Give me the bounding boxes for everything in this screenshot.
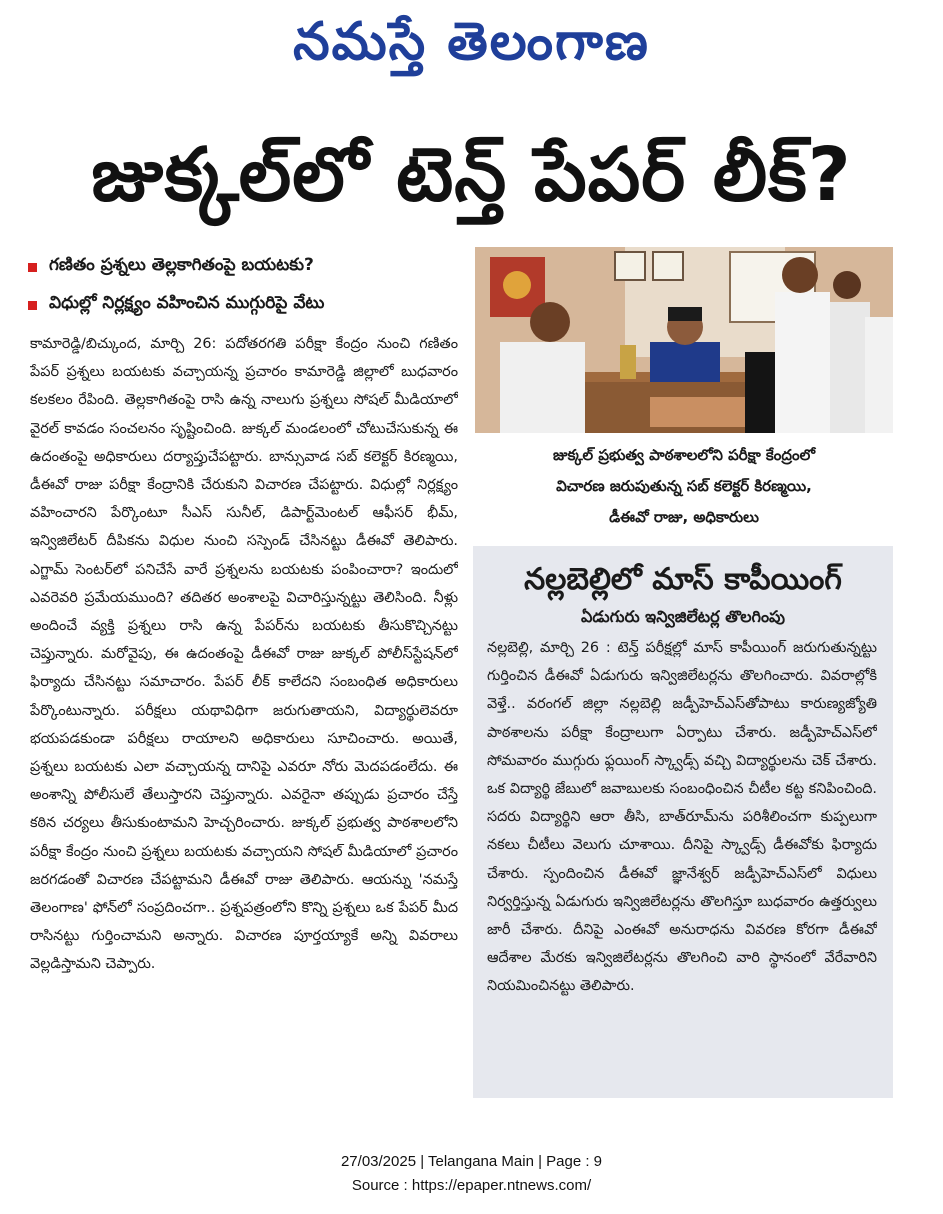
caption-line: జుక్కల్ ప్రభుత్వ పాఠశాలలోని పరీక్షా కేంద్రంలో [552,446,815,464]
bullet-point [28,252,468,282]
caption-line: విచారణ జరుపుతున్న సబ్ కలెక్టర్ కిరణ్మయి, [556,477,812,495]
side-article-body: నల్లబెల్లి, మార్చి 26 : టెన్త్ పరీక్షల్లో మాస్ కాపీయింగ్ జరుగుతున్నట్టు గుర్తించిన డీఈవో ఏడుగురు ఇన్విజిలేటర్లను తొలగించారు. వివరాల్లోకి వెళ్తే.. వరంగల్ జిల్లా నల్లబెల్లి జడ్పీహెచ్ఎస్‌తోపాటు కారుణ్యజ్యోతి పాఠశాలను పరీక్షా కేంద్రాలుగా ఏర్పాటు చేశారు. జడ్పీహెచ్ఎస్‌లో సోమవారం ముగ్గురు ఫ్లయింగ్ స్క్వాడ్స్ వచ్చి విద్యార్థులను చెక్ చేశారు. ఒక విద్యార్థి జేబులో జవాబులకు సంబంధించిన చీటీల కట్ట కనిపించింది. సదరు విద్యార్థిని ఆరా తీసి, బాత్‌రూమ్‌ను పరిశీలించగా కుప్పలుగా నకలు చీటీలు వెలుగు చూశాయి. దీనిపై స్క్వాడ్స్ డీఈవోకు ఫిర్యాదు చేశారు. స్పందించిన డీఈవో జ్ఞానేశ్వర్ జడ్పీహెచ్ఎస్‌లో విధులు నిర్వర్తిస్తున్న ఏడుగురు ఇన్విజిలేటర్లను తొలగిస్తూ బుధవారం ఉత్తర్వులు జారీ చేశారు. దీనిపై ఎంఈవో అనురాధను వివరణ కోరగా డీఈవో ఆదేశాల మేరకు ఇన్విజిలేటర్లను తొలగించి వారి స్థానంలో వేరేవారిని నియమించినట్టు తెలిపారు. [487,640,877,995]
subhead-bullets [28,252,468,328]
footer-date-page: 27/03/2025 | Telangana Main | Page : 9 [340,1153,603,1170]
side-article-headline: నల్లబెల్లిలో మాస్ కాపీయింగ్ [524,562,842,597]
main-article-body: కామారెడ్డి/బిచ్కుంద, మార్చి 26: పదోతరగతి పరీక్షా కేంద్రం నుంచి గణితం పేపర్ ప్రశ్నలు బయటకు వచ్చాయన్న ప్రచారం కామారెడ్డి జిల్లాలో బుధవారం కలకలం రేపింది. తెల్లకాగితంపై రాసి ఉన్న నాలుగు ప్రశ్నలు సోషల్ మీడియాలో వైరల్ కావడం సంచలనం సృష్టించింది. జుక్కల్ మండలంలో చోటుచేసుకున్న ఈ ఉదంతంపై అధికారులు దర్యాప్తుచేపట్టారు. బాన్సువాడ సబ్ కలెక్టర్ కిరణ్మయి, డీఈవో రాజు పరీక్షా కేంద్రానికి చేరుకుని విచారణ చేపట్టారు. విధుల్లో నిర్లక్ష్యం వహించారని పేర్కొంటూ సీఎస్ సునీల్, డిపార్ట్‌మెంటల్ ఆఫీసర్ భీమ్, ఇన్విజిలేటర్ దీపికను విధుల నుంచి సస్పెండ్ చేసినట్టు డీఈవో తెలిపారు. ఎగ్జామ్ సెంటర్‌లో పనిచేసే వారే ప్రశ్నలను బయటకు పంపించారా? ఇందులో ఎవరెవరి ప్రమేయముంది? తదితర అంశాలపై విచారిస్తున్నట్టు తెలిసింది. నీళ్లు అందించే వ్యక్తి ప్రశ్నలు రాసి ఉన్న పేపర్‌ను బయటకు తీసుకొచ్చినట్టు చెప్తున్నారు. మరోవైపు, ఈ ఉదంతంపై డీఈవో రాజు జుక్కల్ పోలీస్‌స్టేషన్‌లో ఫిర్యాదు చేసినట్టు సమాచారం. పేపర్ లీక్ కాలేదని సంబంధిత అధికారులు పేర్కొంటున్నారు. పరీక్షలు యథావిధిగా జరుగుతాయని, విద్యార్థులెవరూ భయపడకుండా పరీక్షలు రాయాలని అధికారులు సూచించారు. అయితే, ప్రశ్నలు బయటకు ఎలా వచ్చాయన్న దానిపై ఎవరూ నోరు మెదపడంలేదు. ఈ అంశాన్ని పోలీసులే తేలుస్తారని చెప్తున్నారు. ఎవరైనా తప్పుడు ప్రచారం చేస్తే కఠిన చర్యలు తీసుకుంటామని హెచ్చరించారు. జుక్కల్ ప్రభుత్వ పాఠశాలలోని పరీక్షా కేంద్రం నుంచి ప్రశ్నలు బయటకు వచ్చాయని సోషల్ మీడియాలో ప్రచారం జరగడంతో విచారణ చేపట్టామని డీఈవో రాజు తెలిపారు. ఆయన్ను 'నమస్తే తెలంగాణ' ఫోన్‌లో సంప్రదించగా.. ప్రశ్నపత్రంలోని కొన్ని ప్రశ్నలు ఒక పేపర్ మీద రాసినట్టు గుర్తించామని అన్నారు. విచారణ పూర్తయ్యాకే అన్ని వివరాలు వెల్లడిస్తామని చెప్పారు. [30,336,458,973]
bullet-square-icon [28,263,37,272]
footer-source: Source : https://epaper.ntnews.com/ [351,1177,592,1194]
page-footer [0,1150,943,1198]
side-article-box [473,546,893,1098]
caption-line: డీఈవో రాజు, అధికారులు [609,508,759,526]
bullet-square-icon [28,301,37,310]
bullet-point [28,290,468,320]
bullet-text: గణితం ప్రశ్నలు తెల్లకాగితంపై బయటకు? [49,255,314,275]
main-headline: జుక్కల్‌లో టెన్త్ పేపర్ లీక్? [91,132,852,218]
side-article-subhead: ఏడుగురు ఇన్విజిలేటర్ల తొలగింపు [580,607,786,626]
bullet-text: విధుల్లో నిర్లక్ష్యం వహించిన ముగ్గురిపై వేటు [49,293,325,313]
news-photo [475,247,893,433]
newspaper-masthead: నమస్తే తెలంగాణ [293,11,650,72]
news-photo-illustration [475,247,893,433]
photo-caption [475,440,893,538]
